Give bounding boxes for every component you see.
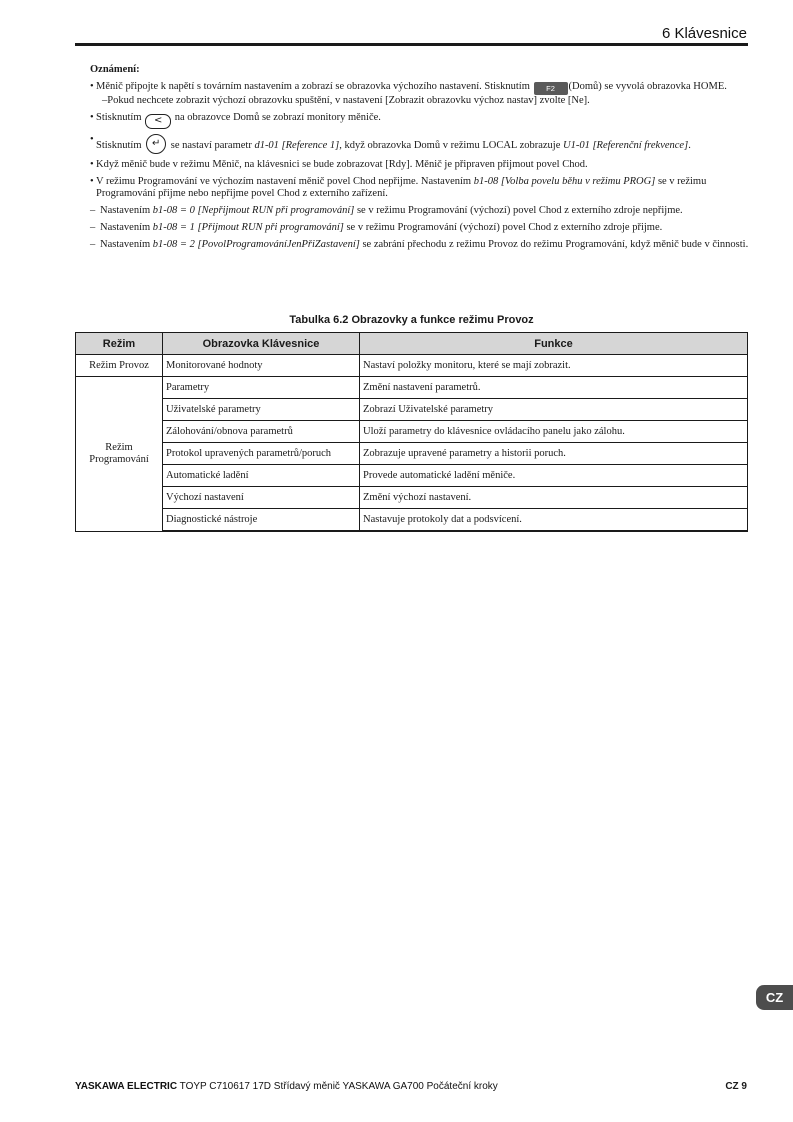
function-cell: Změní výchozí nastavení. [360,487,748,509]
dash-3-text-start: Nastavením [100,239,151,250]
bullet-1-subnote: –Pokud nechcete zobrazit výchozí obrazovku spuštění, v nastavení [Zobrazit obrazovku výchoz nastav] zvolte [Ne]. [102,95,590,106]
footer-brand: YASKAWA ELECTRIC [75,1081,178,1092]
screen-cell: Automatické ladění [163,465,360,487]
bullet-3-text-mid2: , když obrazovka Domů v režimu LOCAL zobrazuje [339,140,561,151]
header-function: Funkce [360,333,748,355]
dash-item-2 [90,222,750,234]
notice-bullet-3 [90,134,750,154]
notice-title: Oznámení: [90,64,140,75]
screen-cell: Výchozí nastavení [163,487,360,509]
bullet-3-param: d1-01 [Reference 1] [254,140,340,151]
bullet-5-param: b1-08 [Volba povelu běhu v režimu PROG] [473,176,656,187]
header-mode: Režim [76,333,163,355]
bullet-3-text-mid: se nastaví parametr [170,140,252,151]
dash-item-1 [90,205,750,217]
bullet-5-text-end: se v režimu Programování přijme nebo nepřijme povel Chod z externího zařízení. [96,176,707,199]
mode-programming-line-1: Režim [105,441,133,453]
language-tab: CZ [756,985,793,1010]
bullet-5-text-start: V režimu Programování ve výchozím nastavení měnič povel Chod nepřijme. Nastavením [96,176,472,187]
mode-programming-cell [76,377,163,532]
dash-1-param: b1-08 = 0 [Nepřijmout RUN při programování] [152,205,355,216]
footer-doc-info [75,1081,498,1092]
function-cell: Uloží parametry do klávesnice ovládacího panelu jako zálohu. [360,421,748,443]
table-header-row [76,333,748,355]
function-cell: Zobrazuje upravené parametry a historii poruch. [360,443,748,465]
table-caption: Tabulka 6.2 Obrazovky a funkce režimu Provoz [289,314,534,326]
notice-bullet-2 [90,112,750,129]
function-cell: Zobrazí Uživatelské parametry [360,399,748,421]
dash-3-text-end: se zabrání přechodu z režimu Provoz do režimu Programování, když měnič bude v činnosti. [362,239,749,250]
bullet-3-text-end: . [688,140,691,151]
screen-cell: Parametry [163,377,360,399]
footer-doc-title: TOYP C710617 17D Střídavý měnič YASKAWA GA700 Počáteční kroky [177,1081,498,1092]
bullet-3-text-start: Stisknutím [96,140,142,151]
bullet-2-text-end: na obrazovce Domů se zobrazí monitory měniče. [174,112,381,123]
table-row [76,377,748,399]
function-cell: Změní nastavení parametrů. [360,377,748,399]
f2-key-icon: F2 [534,82,568,95]
bullet-1-text-start: Měnič připojte k napětí s továrním nastavením a zobrazí se obrazovka výchozího nastavení. Stisknutím [96,81,530,92]
bullet-3-param2: U1-01 [Referenční frekvence] [563,140,689,151]
screen-cell: Monitorované hodnoty [163,355,360,377]
mode-drive-cell: Režim Provoz [76,355,163,377]
notice-bullet-4: • Když měnič bude v režimu Měnič, na klávesnici se bude zobrazovat [Rdy]. Měnič je připraven přijmout povel Chod. [90,159,750,171]
dash-item-3 [90,239,750,251]
modes-table [75,332,748,532]
dash-2-param: b1-08 = 1 [Přijmout RUN při programování] [152,222,344,233]
screen-cell: Zálohování/obnova parametrů [163,421,360,443]
mode-programming-line-2: Programování [89,453,149,465]
table-row [76,421,748,443]
screen-cell: Uživatelské parametry [163,399,360,421]
bullet-2-text-start: Stisknutím [96,112,142,123]
notice-bullet-5 [90,176,750,200]
dash-3-param: b1-08 = 2 [PovolProgramováníJenPřiZastavení] [152,239,360,250]
table-row [76,487,748,509]
function-cell: Nastaví položky monitoru, které se mají zobrazit. [360,355,748,377]
notice-bullet-1 [90,81,750,107]
function-cell: Provede automatické ladění měniče. [360,465,748,487]
left-arrow-key-icon: < [145,114,171,129]
screen-cell: Diagnostické nástroje [163,509,360,532]
dash-2-text-end: se v režimu Programování (výchozí) povel Chod z externího zdroje přijme. [346,222,663,233]
table-row [76,509,748,532]
bullet-1-text-end: (Domů) se vyvolá obrazovka HOME. [568,81,727,92]
header-rule [75,43,748,46]
section-title: 6 Klávesnice [661,25,747,42]
enter-key-icon: ↵ [146,134,166,154]
screen-cell: Protokol upravených parametrů/poruch [163,443,360,465]
notice-block [90,64,750,256]
header-screen: Obrazovka Klávesnice [163,333,360,355]
table-row [76,443,748,465]
function-cell: Nastavuje protokoly dat a podsvícení. [360,509,748,532]
page-number: CZ 9 [725,1081,747,1092]
table-row [76,399,748,421]
dash-1-text-start: Nastavením [100,205,151,216]
dash-1-text-end: se v režimu Programování (výchozí) povel Chod z externího zdroje nepřijme. [356,205,683,216]
table-row [76,465,748,487]
table-row [76,355,748,377]
dash-2-text-start: Nastavením [100,222,151,233]
